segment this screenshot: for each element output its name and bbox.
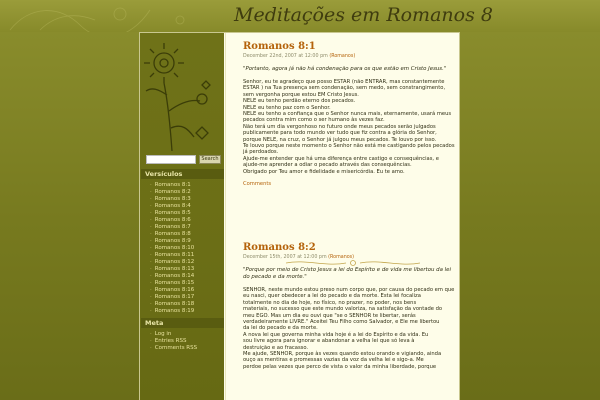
post-text-line: já perdoados.: [243, 149, 279, 156]
search-button[interactable]: Search: [199, 155, 221, 164]
post-quote: "Portanto, agora já não há condenação para os que estão em Cristo Jesus.": [243, 66, 447, 72]
sidebar-item-link[interactable]: Romanos 8:10: [154, 245, 195, 251]
list-item[interactable]: [150, 189, 194, 196]
list-item[interactable]: [150, 266, 194, 273]
bullet-icon: ·: [150, 259, 152, 265]
post-text-line: ajude-me aprender a odiar o pecado através das consequências.: [243, 162, 412, 169]
sidebar-item-link[interactable]: Romanos 8:1: [154, 182, 191, 188]
versiculos-list: [150, 182, 194, 315]
post-text-line: meu EGO. Mas um dia eu ouvi que "se o SENHOR te libertar, serás: [243, 312, 416, 319]
sidebar-item-link[interactable]: Romanos 8:11: [154, 252, 195, 258]
header-ornament: [0, 0, 220, 32]
post-text-line: Obrigado por Teu amor e fidelidade e misericórdia. Eu te amo.: [243, 168, 405, 175]
sidebar-item-link[interactable]: Romanos 8:3: [154, 196, 191, 202]
post-text-line: verdadeiramente LIVRE." Aceitei Teu Filho como Salvador, e Ele me libertou: [243, 319, 440, 326]
post-date: December 15th, 2007 at 12:00 pm: [243, 255, 327, 260]
meta-list: [150, 331, 197, 352]
sidebar-item-link[interactable]: Romanos 8:9: [154, 238, 191, 244]
post-title[interactable]: Romanos 8:2: [243, 242, 316, 253]
sidebar-item-link[interactable]: Romanos 8:14: [154, 273, 195, 279]
sidebar-item-link[interactable]: Romanos 8:4: [154, 203, 191, 209]
sidebar-item-link[interactable]: Romanos 8:2: [154, 189, 191, 195]
list-item[interactable]: [150, 287, 194, 294]
list-item[interactable]: [150, 273, 194, 280]
list-item[interactable]: [150, 252, 194, 259]
meta-link-entries-rss[interactable]: Entries RSS: [154, 338, 187, 344]
list-item[interactable]: [150, 331, 197, 338]
sidebar-item-link[interactable]: Romanos 8:12: [154, 259, 195, 265]
post-text-line: materiais, no sucesso que este mundo valoriza, na satisfação da vontade do: [243, 306, 443, 313]
post-text-line: A nova lei que governa minha vida hoje é a lei do Espírito e da vida. Eu: [243, 331, 429, 338]
post-text-line: Me ajude, SENHOR, porque às vezes quando estou orando e vigiando, ainda: [243, 351, 442, 358]
bullet-icon: ·: [150, 217, 152, 223]
meta-link-comments-rss[interactable]: Comments RSS: [154, 345, 198, 351]
bullet-icon: ·: [150, 224, 152, 230]
post: [243, 242, 458, 370]
post-text-line: da lei do pecado e da morte.: [243, 325, 318, 332]
bullet-icon: ·: [150, 210, 152, 216]
post-text-line: Te louvo porque neste momento o Senhor não está me castigando pelos pecados: [243, 143, 455, 150]
bullet-icon: ·: [150, 338, 152, 344]
bullet-icon: ·: [150, 252, 152, 258]
post-meta: [243, 255, 458, 261]
post-text-line: pecados contra mim como o ser humano às vezes faz.: [243, 117, 385, 124]
post-text-line: publicamente para todo mundo ver tudo que fiz contra a glória do Senhor,: [243, 130, 437, 137]
list-item[interactable]: [150, 231, 194, 238]
main-content: [225, 33, 459, 400]
sidebar-heading-versiculos: Versículos: [141, 169, 224, 179]
bullet-icon: ·: [150, 196, 152, 202]
bullet-icon: ·: [150, 308, 152, 314]
bullet-icon: ·: [150, 294, 152, 300]
post-meta: [243, 54, 458, 60]
post-body: [243, 79, 458, 175]
post-text-line: NELE eu tenho paz com o Senhor.: [243, 104, 331, 111]
post-category-link[interactable]: (Romanos): [329, 54, 356, 59]
list-item[interactable]: [150, 345, 197, 352]
header-band: [0, 0, 600, 32]
search-row: [146, 155, 222, 165]
post-text-line: sou livre agora para ignorar e abandonar a velha lei que só leva à: [243, 338, 415, 345]
list-item[interactable]: [150, 217, 194, 224]
list-item[interactable]: [150, 245, 194, 252]
comments-link[interactable]: Comments: [243, 181, 272, 188]
sidebar-heading-meta: Meta: [141, 318, 224, 328]
post-title[interactable]: Romanos 8:1: [243, 41, 316, 52]
meta-link-login[interactable]: Log in: [154, 331, 172, 337]
bullet-icon: ·: [150, 287, 152, 293]
post-category-link[interactable]: (Romanos): [328, 255, 355, 260]
bullet-icon: ·: [150, 331, 152, 337]
list-item[interactable]: [150, 238, 194, 245]
post-text-line: Senhor, eu te agradeço que posso ESTAR (não ENTRAR, mas constantemente: [243, 79, 445, 85]
bullet-icon: ·: [150, 266, 152, 272]
sidebar-item-link[interactable]: Romanos 8:6: [154, 217, 191, 223]
list-item[interactable]: [150, 259, 194, 266]
post-text-line: destruição e ao fracasso.: [243, 344, 309, 351]
sidebar-item-link[interactable]: Romanos 8:5: [154, 210, 191, 216]
bullet-icon: ·: [150, 280, 152, 286]
sidebar-item-link[interactable]: Romanos 8:13: [154, 266, 195, 272]
list-item[interactable]: [150, 196, 194, 203]
sidebar-item-link[interactable]: Romanos 8:8: [154, 231, 191, 237]
list-item[interactable]: [150, 301, 194, 308]
post-text-line: ESTAR ) na Tua presença sem condenação, sem medo, sem constrangimento,: [243, 85, 446, 92]
sidebar-item-link[interactable]: Romanos 8:18: [154, 301, 195, 307]
bullet-icon: ·: [150, 182, 152, 188]
post-text-line: SENHOR, neste mundo estou preso num corpo que, por causa do pecado em que: [243, 287, 455, 293]
bullet-icon: ·: [150, 189, 152, 195]
post-body: [243, 287, 458, 370]
sidebar-item-link[interactable]: Romanos 8:16: [154, 287, 195, 293]
bullet-icon: ·: [150, 203, 152, 209]
post-text-line: Ajude-me entender que há uma diferença entre castigo e consequências, e: [243, 155, 439, 162]
list-item[interactable]: [150, 224, 194, 231]
post-text-line: NELE eu tenho a confiança que o Senhor nunca mais, eternamente, usará meus: [243, 111, 452, 118]
post-date: December 22nd, 2007 at 12:00 pm: [243, 54, 328, 59]
site-title[interactable]: Meditações em Romanos 8: [234, 4, 493, 26]
sidebar-item-link[interactable]: Romanos 8:7: [154, 224, 191, 230]
post-text-line: eu nasci, quer obedecer a lei do pecado e da morte. Esta lei focaliza: [243, 293, 421, 300]
list-item[interactable]: [150, 210, 194, 217]
flower-ornament: [140, 33, 224, 153]
bullet-icon: ·: [150, 273, 152, 279]
bullet-icon: ·: [150, 345, 152, 351]
bullet-icon: ·: [150, 231, 152, 237]
post: [243, 41, 458, 187]
bullet-icon: ·: [150, 301, 152, 307]
list-item[interactable]: [150, 182, 194, 189]
list-item[interactable]: [150, 308, 194, 315]
sidebar-item-link[interactable]: Romanos 8:15: [154, 280, 195, 286]
list-item[interactable]: [150, 294, 194, 301]
bullet-icon: ·: [150, 245, 152, 251]
bullet-icon: ·: [150, 238, 152, 244]
sidebar-item-link[interactable]: Romanos 8:17: [154, 294, 195, 300]
sidebar-item-link[interactable]: Romanos 8:19: [154, 308, 195, 314]
list-item[interactable]: [150, 338, 197, 345]
post-text-line: Não terá um dia vergonhoso no futuro onde meus pecados serão julgados: [243, 123, 436, 130]
post-quote: "Porque por meio de Cristo Jesus a lei do Espírito e de vida me libertou da lei do pecado e da morte.": [243, 267, 451, 280]
search-input[interactable]: [146, 155, 196, 164]
post-text-line: totalmente no dia de hoje, no físico, no prazer, no poder, nos bens: [243, 299, 417, 306]
sidebar: [140, 33, 224, 400]
post-text-line: porque NELE, na cruz, o Senhor já julgou meus pecados. Te louvo por isso.: [243, 136, 437, 143]
post-text-line: ouço as mentiras e promessas vazias da voz da velha lei e sigo-a. Me: [243, 357, 424, 364]
list-item[interactable]: [150, 203, 194, 210]
post-text-line: NELE eu tenho perdão eterno dos pecados.: [243, 98, 356, 105]
list-item[interactable]: [150, 280, 194, 287]
post-text-line: sem vergonha porque estou EM Cristo Jesus.: [243, 91, 359, 98]
post-text-line: perdoe pelas vezes que perco de vista o valor da minha liberdade, porque: [243, 363, 437, 370]
